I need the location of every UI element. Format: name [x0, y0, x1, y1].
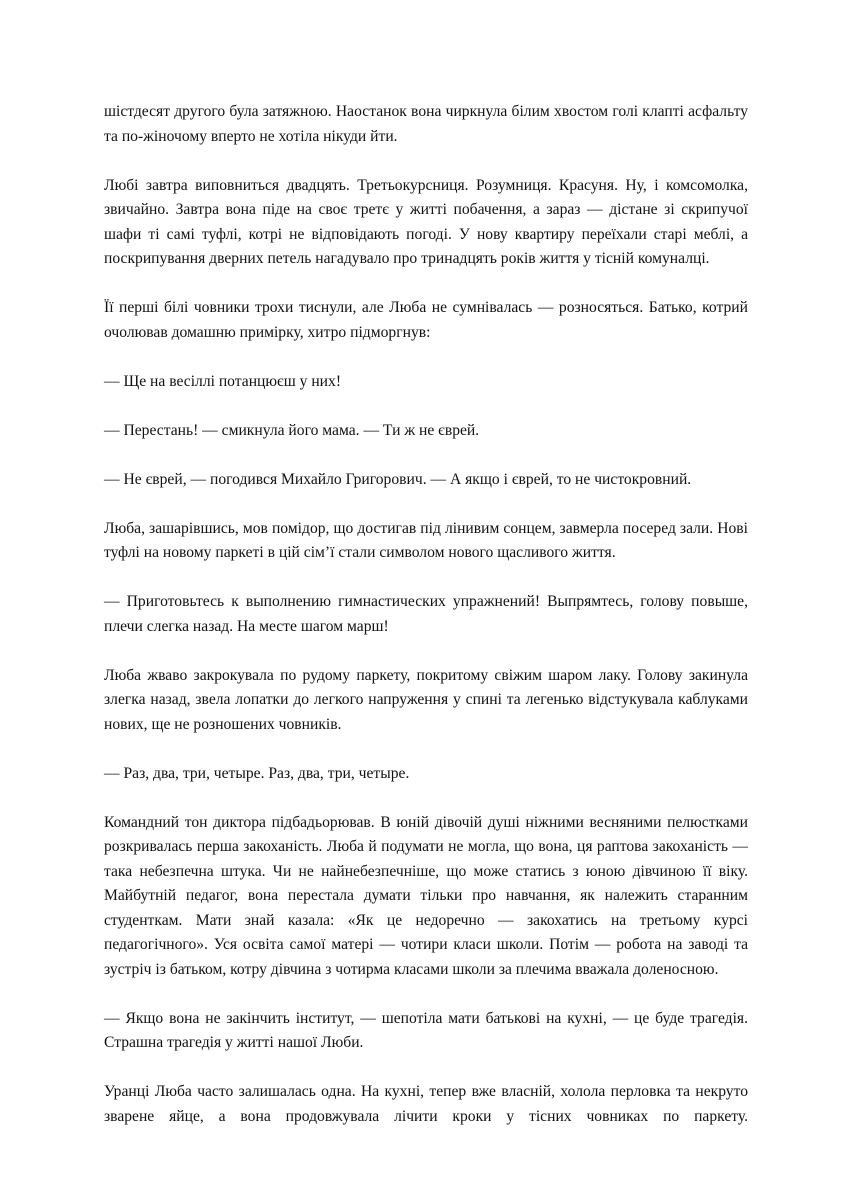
paragraph: Командний тон диктора підбадьорював. В юній дівочій душі ніжними весняними пелюстками розкривалась перша закоханість. Люба й подумати не могла, що вона, ця раптова закоханість — така небезпечна штука. Чи не найнебезпечніше, що може статись з юною дівчиною її віку. Майбутній педагог, вона перестала думати тільки про навчання, як належить старанним студенткам. Мати знай казала: «Як це недоречно — закохатись на третьому курсі педагогічного». Уся освіта самої матері — чотири класи школи. Потім — робота на заводі та зустріч із батьком, котру дівчина з чотирма класами школи за плечима вважала доленосною. — [104, 813, 748, 978]
dialogue-line: — Раз, два, три, четыре. Раз, два, три, четыре. — [104, 764, 410, 782]
paragraph: Люба жваво закрокувала по рудому паркету, покритому свіжим шаром лаку. Голову закинула злегка назад, звела лопатки до легкого напруження у спині та легенько відстукувала каблуками нових, ще не розношених човників. — [104, 666, 748, 733]
dialogue-line: — Якщо вона не закінчить інститут, — шепотіла мати батькові на кухні, — це буде трагедія. Страшна трагедія у житті нашої Люби. — [104, 1009, 748, 1051]
dialogue-line: — Не єврей, — погодився Михайло Григорович. — А якщо і єврей, то не чистокровний. — [104, 470, 692, 488]
paragraph: Любі завтра виповниться двадцять. Третьокурсниця. Розумниця. Красуня. Ну, і комсомолка, звичайно. Завтра вона піде на своє третє у житті побачення, а зараз — дістане зі скрипучої шафи ті самі туфлі, котрі не відповідають погоді. У нову квартиру переїхали старі меблі, а поскрипування дверних петель нагадувало про тринадцять років життя у тісній комуналці. — [104, 176, 748, 267]
paragraph: Її перші білі човники трохи тиснули, але Люба не сумнівалась — розносяться. Батько, котрий очолював домашню примірку, хитро підморгнув: — [104, 299, 748, 341]
dialogue-line: — Ще на весіллі потанцюєш у них! — [104, 372, 342, 390]
dialogue-line: — Приготовьтесь к выполнению гимнастических упражнений! Выпрямтесь, голову повыше, плечи слегка назад. На месте шагом марш! — [104, 593, 748, 635]
document-page — [104, 100, 748, 1154]
dialogue-line: — Перестань! — смикнула його мама. — Ти ж не єврей. — [104, 421, 480, 439]
paragraph: шістдесят другого була затяжною. Наостанок вона чиркнула білим хвостом голі клапті асфальту та по-жіночому вперто не хотіла нікуди йти. — [104, 103, 748, 145]
paragraph: Уранці Люба часто залишалась одна. На кухні, тепер вже власній, холола перловка та некруто зварене яйце, а вона продовжувала лічити кроки у тісних човниках по паркету. — [104, 1083, 748, 1125]
paragraph: Люба, зашарівшись, мов помідор, що достигав під лінивим сонцем, завмерла посеред зали. Нові туфлі на новому паркеті в цій сім’ї стали символом нового щасливого життя. — [104, 519, 748, 561]
